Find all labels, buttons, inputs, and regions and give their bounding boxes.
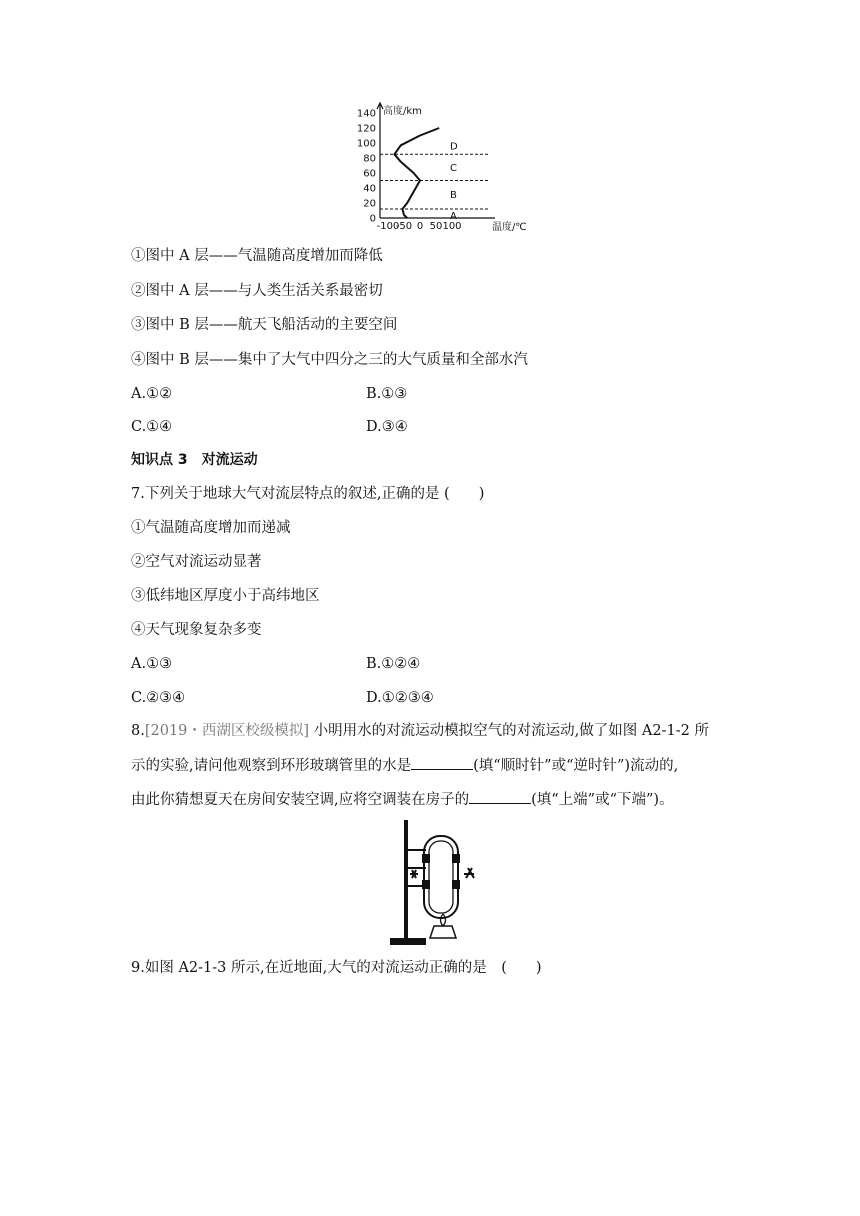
q8-answer-blank-1[interactable] (411, 755, 473, 770)
q8-text-1: 小明用水的对流运动模拟空气的对流运动,做了如图 A2-1-2 所 (309, 723, 709, 739)
y-tick-label: 100 (356, 138, 376, 150)
y-tick-label: 80 (363, 153, 376, 165)
q8-answer-blank-2[interactable] (469, 789, 531, 804)
stopper (422, 854, 430, 863)
valve-left (410, 870, 418, 878)
y-tick-label: 0 (369, 213, 376, 225)
x-tick-label: 100 (442, 221, 462, 232)
convection-apparatus-figure (388, 816, 488, 948)
flame (441, 914, 446, 926)
q8-source: [2019・西湖区校级模拟] (144, 723, 310, 739)
layer-label-d: D (450, 141, 458, 153)
q9-stem: 9.如图 A2-1-3 所示,在近地面,大气的对流运动正确的是 ( ) (131, 960, 542, 976)
stopper (452, 880, 460, 889)
q8-text-3b: (填“上端”或“下端”)。 (531, 792, 674, 808)
x-tick-label: 50 (429, 221, 443, 232)
x-tick-label: 0 (416, 221, 424, 232)
q6-option-3: ③图中 B 层——航天飞船活动的主要空间 (131, 317, 398, 333)
q7-option-1: ①气温随高度增加而递减 (131, 520, 291, 536)
q7-choice-d: D.①②③④ (366, 690, 434, 706)
y-tick-label: 20 (363, 198, 376, 210)
q6-choice-c: C.①④ (131, 419, 173, 435)
q6-choice-d: D.③④ (366, 419, 408, 435)
layer-label-c: C (450, 163, 457, 174)
x-axis-label: 温度/℃ (492, 222, 527, 233)
valve-right (464, 868, 474, 878)
y-tick-label: 60 (363, 168, 376, 180)
y-tick-label: 120 (356, 123, 376, 135)
layer-label-a: A (450, 211, 457, 222)
q6-option-2: ②图中 A 层——与人类生活关系最密切 (131, 283, 383, 299)
q6-option-1: ①图中 A 层——气温随高度增加而降低 (131, 248, 383, 264)
q7-option-4: ④天气现象复杂多变 (131, 622, 262, 638)
temperature-curve (394, 128, 439, 218)
stand-rod (404, 820, 408, 940)
q7-choice-c: C.②③④ (131, 690, 186, 706)
y-axis-label: 高度/km (383, 106, 422, 117)
q7-option-2: ②空气对流运动显著 (131, 554, 262, 570)
stopper (452, 854, 460, 863)
q8-line-1 (131, 721, 709, 741)
y-tick-label: 140 (356, 108, 376, 120)
q8-text-3a: 由此你猜想夏天在房间安装空调,应将空调装在房子的 (131, 792, 470, 808)
x-tick-label: -50 (395, 221, 413, 232)
x-tick-label: -100 (376, 221, 400, 232)
layer-label-b: B (450, 190, 457, 201)
alcohol-lamp (430, 926, 456, 938)
q8-text-2a: 示的实验,请问他观察到环形玻璃管里的水是 (131, 758, 412, 774)
q6-choice-b: B.①③ (366, 386, 408, 402)
q7-choice-b: B.①②④ (366, 656, 421, 672)
q8-line-3 (131, 789, 674, 810)
y-tick-label: 40 (363, 183, 376, 195)
q7-choice-a: A.①③ (131, 656, 173, 672)
atmosphere-temperature-chart (355, 100, 527, 240)
q7-option-3: ③低纬地区厚度小于高纬地区 (131, 588, 320, 604)
q8-line-2 (131, 755, 678, 776)
q7-stem: 7.下列关于地球大气对流层特点的叙述,正确的是 ( ) (131, 486, 485, 502)
section-title: 知识点 3 对流运动 (131, 452, 258, 468)
stopper (422, 880, 430, 889)
q8-text-2b: (填“顺时针”或“逆时针”)流动的, (473, 758, 679, 774)
q6-option-4: ④图中 B 层——集中了大气中四分之三的大气质量和全部水汽 (131, 352, 528, 368)
q8-number: 8. (131, 723, 145, 739)
q6-choice-a: A.①② (131, 386, 173, 402)
